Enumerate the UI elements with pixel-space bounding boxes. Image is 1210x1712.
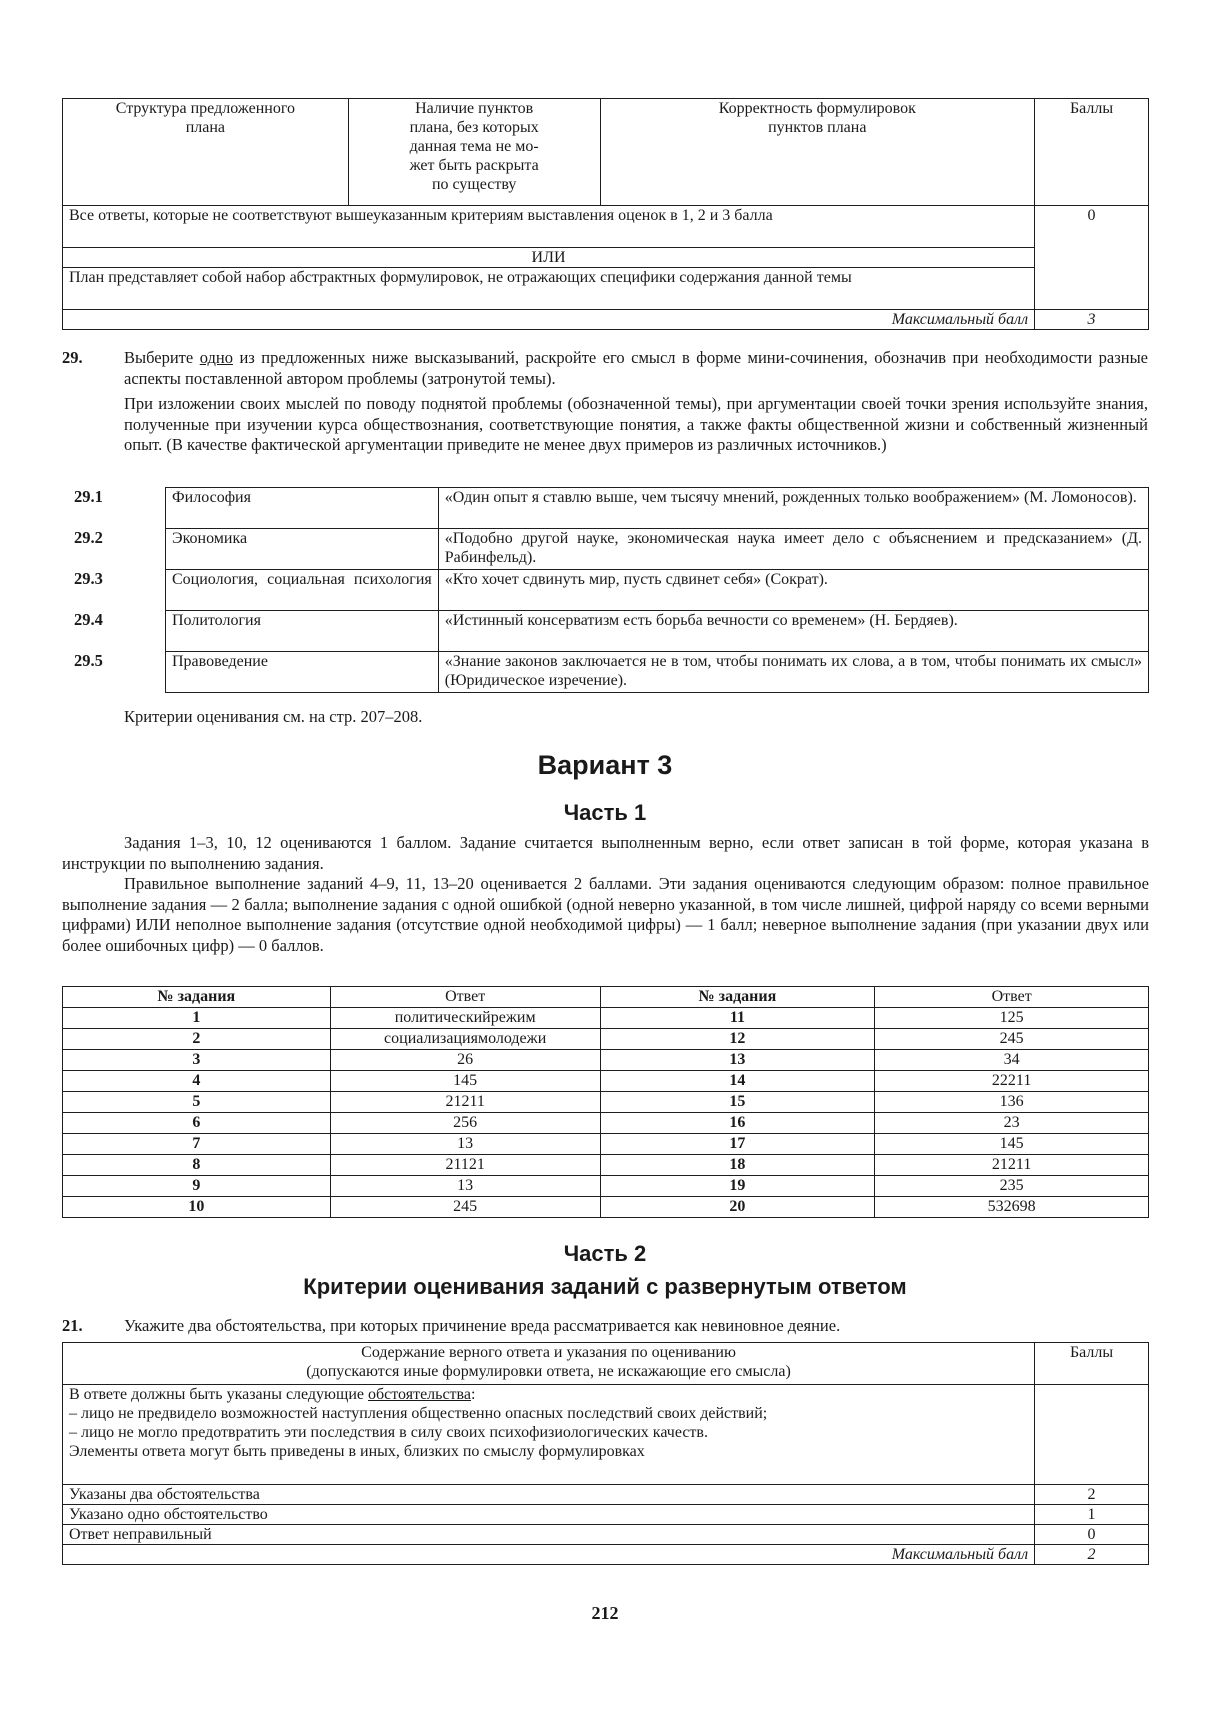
task-number: 11 bbox=[600, 1008, 875, 1029]
header-structure bbox=[63, 99, 349, 206]
task-number: 21. bbox=[62, 1316, 83, 1335]
header-task-number: № задания bbox=[63, 987, 331, 1008]
header-answer: Ответ bbox=[330, 987, 600, 1008]
row-abstract-text: План представляет собой набор абстрактных формулировок, не отражающих специфики содержания данной темы bbox=[63, 268, 1035, 310]
header-line: Структура предложенного bbox=[115, 100, 296, 117]
intro-underlined: обстоятельства bbox=[368, 1386, 471, 1403]
answer-value: 34 bbox=[875, 1050, 1149, 1071]
table-row bbox=[63, 1155, 1149, 1176]
answer-value: 125 bbox=[875, 1008, 1149, 1029]
option-quote: «Подобно другой науке, экономическая наука имеет дело с объяснением и предсказанием» (Д. Рабинфельд). bbox=[438, 529, 1148, 570]
answer-value: политическийрежим bbox=[330, 1008, 600, 1029]
variant-title: Вариант 3 bbox=[537, 750, 673, 780]
option-subject: Политология bbox=[166, 611, 439, 652]
score-row bbox=[63, 1485, 1149, 1505]
answer-value: 21211 bbox=[875, 1155, 1149, 1176]
part1-paragraph-2: Правильное выполнение заданий 4–9, 11, 13–20 оценивается 2 баллами. Эти задания оцениваются следующим образом: полное правильное выполнение задания — 2 балла; выполнение задания с одной ошибкой (одной неверно указанной, в том числе лишней, цифрой наряду со всеми верными цифрами) ИЛИ неполное выполнение задания (отсутствие одной необходимой цифры) — 1 балл; неверное выполнение задания (при указании двух или более ошибочных цифр) — 0 баллов. bbox=[62, 874, 1149, 955]
option-subject: Философия bbox=[166, 488, 439, 529]
header-score: Баллы bbox=[1035, 99, 1149, 206]
content-item: – лицо не могло предотвратить эти последствия в силу своих психофизиологических качеств. bbox=[69, 1424, 708, 1441]
option-subject bbox=[166, 570, 439, 611]
task-number: 17 bbox=[600, 1134, 875, 1155]
content-intro bbox=[69, 1385, 1028, 1404]
part1-title: Часть 1 bbox=[563, 800, 647, 825]
answer-value: 26 bbox=[330, 1050, 600, 1071]
task-number: 12 bbox=[600, 1029, 875, 1050]
header-line: Корректность формулировок bbox=[718, 100, 916, 117]
answer-value: 22211 bbox=[875, 1071, 1149, 1092]
table-row bbox=[63, 1176, 1149, 1197]
criteria-content bbox=[63, 1385, 1035, 1485]
criteria-header bbox=[63, 1343, 1035, 1385]
intro-text: Выберите bbox=[124, 348, 200, 367]
table-row bbox=[63, 1008, 1149, 1029]
header-required-points bbox=[348, 99, 600, 206]
table-row bbox=[63, 1197, 1149, 1218]
options-table bbox=[165, 487, 1149, 693]
option-quote: «Знание законов заключается не в том, чтобы понимать их слова, а в том, чтобы понимать их смысл» (Юридическое изречение). bbox=[438, 652, 1148, 693]
task-29-instructions: При изложении своих мыслей по поводу поднятой проблемы (обозначенной темы), при аргументации своей точки зрения используйте знания, полученные при изучении курса обществознания, соответствующие понятия, а также факты общественной жизни и собственный жизненный опыт. (В качестве фактической аргументации приведите не менее двух примеров из различных источников.) bbox=[124, 394, 1148, 454]
answer-value: 235 bbox=[875, 1176, 1149, 1197]
answer-value: 23 bbox=[875, 1113, 1149, 1134]
criteria-header-line: Содержание верного ответа и указания по оцениванию bbox=[361, 1344, 736, 1361]
task-number: 6 bbox=[63, 1113, 331, 1134]
header-line: данная тема не мо- bbox=[409, 138, 539, 155]
option-subject: Правоведение bbox=[166, 652, 439, 693]
answer-value: 13 bbox=[330, 1176, 600, 1197]
score-row bbox=[63, 1505, 1149, 1525]
option-id: 29.2 bbox=[74, 528, 103, 547]
task-number: 18 bbox=[600, 1155, 875, 1176]
option-quote: «Истинный консерватизм есть борьба вечности со временем» (Н. Бердяев). bbox=[438, 611, 1148, 652]
header-line: плана bbox=[185, 119, 226, 136]
intro-underlined: одно bbox=[199, 348, 233, 367]
part1-paragraph-1: Задания 1–3, 10, 12 оцениваются 1 баллом. Задание считается выполненным верно, если ответ записан в той форме, которая указана в инструкции по выполнению задания. bbox=[62, 833, 1149, 873]
answer-value: 145 bbox=[875, 1134, 1149, 1155]
table-row bbox=[63, 1071, 1149, 1092]
header-line: пунктов плана bbox=[768, 119, 867, 136]
part2-subtitle: Критерии оценивания заданий с развернутым ответом bbox=[303, 1274, 907, 1299]
answer-value: 256 bbox=[330, 1113, 600, 1134]
max-score-label: Максимальный балл bbox=[63, 310, 1035, 330]
max-score-value: 3 bbox=[1035, 310, 1149, 330]
max-score-value: 2 bbox=[1035, 1545, 1149, 1565]
answer-value: социализациямолодежи bbox=[330, 1029, 600, 1050]
task-number: 5 bbox=[63, 1092, 331, 1113]
task-number: 15 bbox=[600, 1092, 875, 1113]
or-label: ИЛИ bbox=[63, 248, 1035, 268]
task-number: 16 bbox=[600, 1113, 875, 1134]
task-29-intro bbox=[124, 348, 1148, 389]
option-subject: Экономика bbox=[166, 529, 439, 570]
task-number: 10 bbox=[63, 1197, 331, 1218]
row-zero-text: Все ответы, которые не соответствуют вышеуказанным критериям выставления оценок в 1, 2 и 3 балла bbox=[63, 206, 1035, 248]
score-value: 1 bbox=[1035, 1505, 1149, 1525]
score-label: Указано одно обстоятельство bbox=[63, 1505, 1035, 1525]
option-id: 29.3 bbox=[74, 569, 103, 588]
plan-criteria-table bbox=[62, 98, 1149, 330]
intro-text: из предложенных ниже высказываний, раскройте его смысл в форме мини-сочинения, обозначив при необходимости разные аспекты поставленной автором проблемы (затронутой темы). bbox=[124, 348, 1148, 388]
empty-score-cell bbox=[1035, 1385, 1149, 1485]
score-value: 2 bbox=[1035, 1485, 1149, 1505]
option-id: 29.1 bbox=[74, 487, 103, 506]
task-number: 13 bbox=[600, 1050, 875, 1071]
header-answer: Ответ bbox=[875, 987, 1149, 1008]
score-row bbox=[63, 1525, 1149, 1545]
answer-value: 245 bbox=[330, 1197, 600, 1218]
header-correctness bbox=[600, 99, 1035, 206]
table-row bbox=[63, 1134, 1149, 1155]
subject-text: Социология, социальная психология bbox=[172, 571, 432, 588]
task-21-criteria-table bbox=[62, 1342, 1149, 1565]
score-header: Баллы bbox=[1035, 1343, 1149, 1385]
intro-text: В ответе должны быть указаны следующие bbox=[69, 1386, 368, 1403]
option-quote: «Один опыт я ставлю выше, чем тысячу мнений, рожденных только воображением» (М. Ломоносов). bbox=[438, 488, 1148, 529]
answer-value: 145 bbox=[330, 1071, 600, 1092]
criteria-header-line: (допускаются иные формулировки ответа, не искажающие его смысла) bbox=[306, 1363, 791, 1380]
page-number: 212 bbox=[591, 1603, 619, 1623]
answer-value: 21211 bbox=[330, 1092, 600, 1113]
max-score-label: Максимальный балл bbox=[63, 1545, 1035, 1565]
content-item: – лицо не предвидело возможностей наступления общественно опасных последствий своих действий; bbox=[69, 1405, 768, 1422]
option-quote: «Кто хочет сдвинуть мир, пусть сдвинет себя» (Сократ). bbox=[438, 570, 1148, 611]
answer-value: 245 bbox=[875, 1029, 1149, 1050]
task-number: 20 bbox=[600, 1197, 875, 1218]
option-id: 29.4 bbox=[74, 610, 103, 629]
table-row bbox=[63, 1113, 1149, 1134]
task-number: 19 bbox=[600, 1176, 875, 1197]
task-number: 1 bbox=[63, 1008, 331, 1029]
answer-value: 21121 bbox=[330, 1155, 600, 1176]
content-note: Элементы ответа могут быть приведены в иных, близких по смыслу формулировках bbox=[69, 1443, 645, 1460]
score-label: Указаны два обстоятельства bbox=[63, 1485, 1035, 1505]
intro-text: : bbox=[471, 1386, 476, 1403]
score-label: Ответ неправильный bbox=[63, 1525, 1035, 1545]
answer-value: 532698 bbox=[875, 1197, 1149, 1218]
row-zero-score: 0 bbox=[1035, 206, 1149, 310]
answer-value: 136 bbox=[875, 1092, 1149, 1113]
option-id: 29.5 bbox=[74, 651, 103, 670]
header-line: Наличие пунктов bbox=[415, 100, 534, 117]
task-number: 14 bbox=[600, 1071, 875, 1092]
task-number: 8 bbox=[63, 1155, 331, 1176]
task-21-question: Укажите два обстоятельства, при которых причинение вреда рассматривается как невиновное деяние. bbox=[124, 1316, 841, 1335]
table-row bbox=[63, 1029, 1149, 1050]
table-row bbox=[63, 1092, 1149, 1113]
task-number: 7 bbox=[63, 1134, 331, 1155]
answers-table bbox=[62, 986, 1149, 1218]
header-line: по существу bbox=[431, 176, 517, 193]
header-line: плана, без которых bbox=[409, 119, 539, 136]
task-number: 4 bbox=[63, 1071, 331, 1092]
criteria-note: Критерии оценивания см. на стр. 207–208. bbox=[124, 707, 423, 726]
task-number: 3 bbox=[63, 1050, 331, 1071]
task-number: 29. bbox=[62, 348, 83, 367]
header-line: жет быть раскрыта bbox=[409, 157, 539, 174]
answer-value: 13 bbox=[330, 1134, 600, 1155]
task-number: 2 bbox=[63, 1029, 331, 1050]
task-number: 9 bbox=[63, 1176, 331, 1197]
part2-title: Часть 2 bbox=[563, 1241, 647, 1266]
header-task-number: № задания bbox=[600, 987, 875, 1008]
score-value: 0 bbox=[1035, 1525, 1149, 1545]
table-row bbox=[63, 1050, 1149, 1071]
